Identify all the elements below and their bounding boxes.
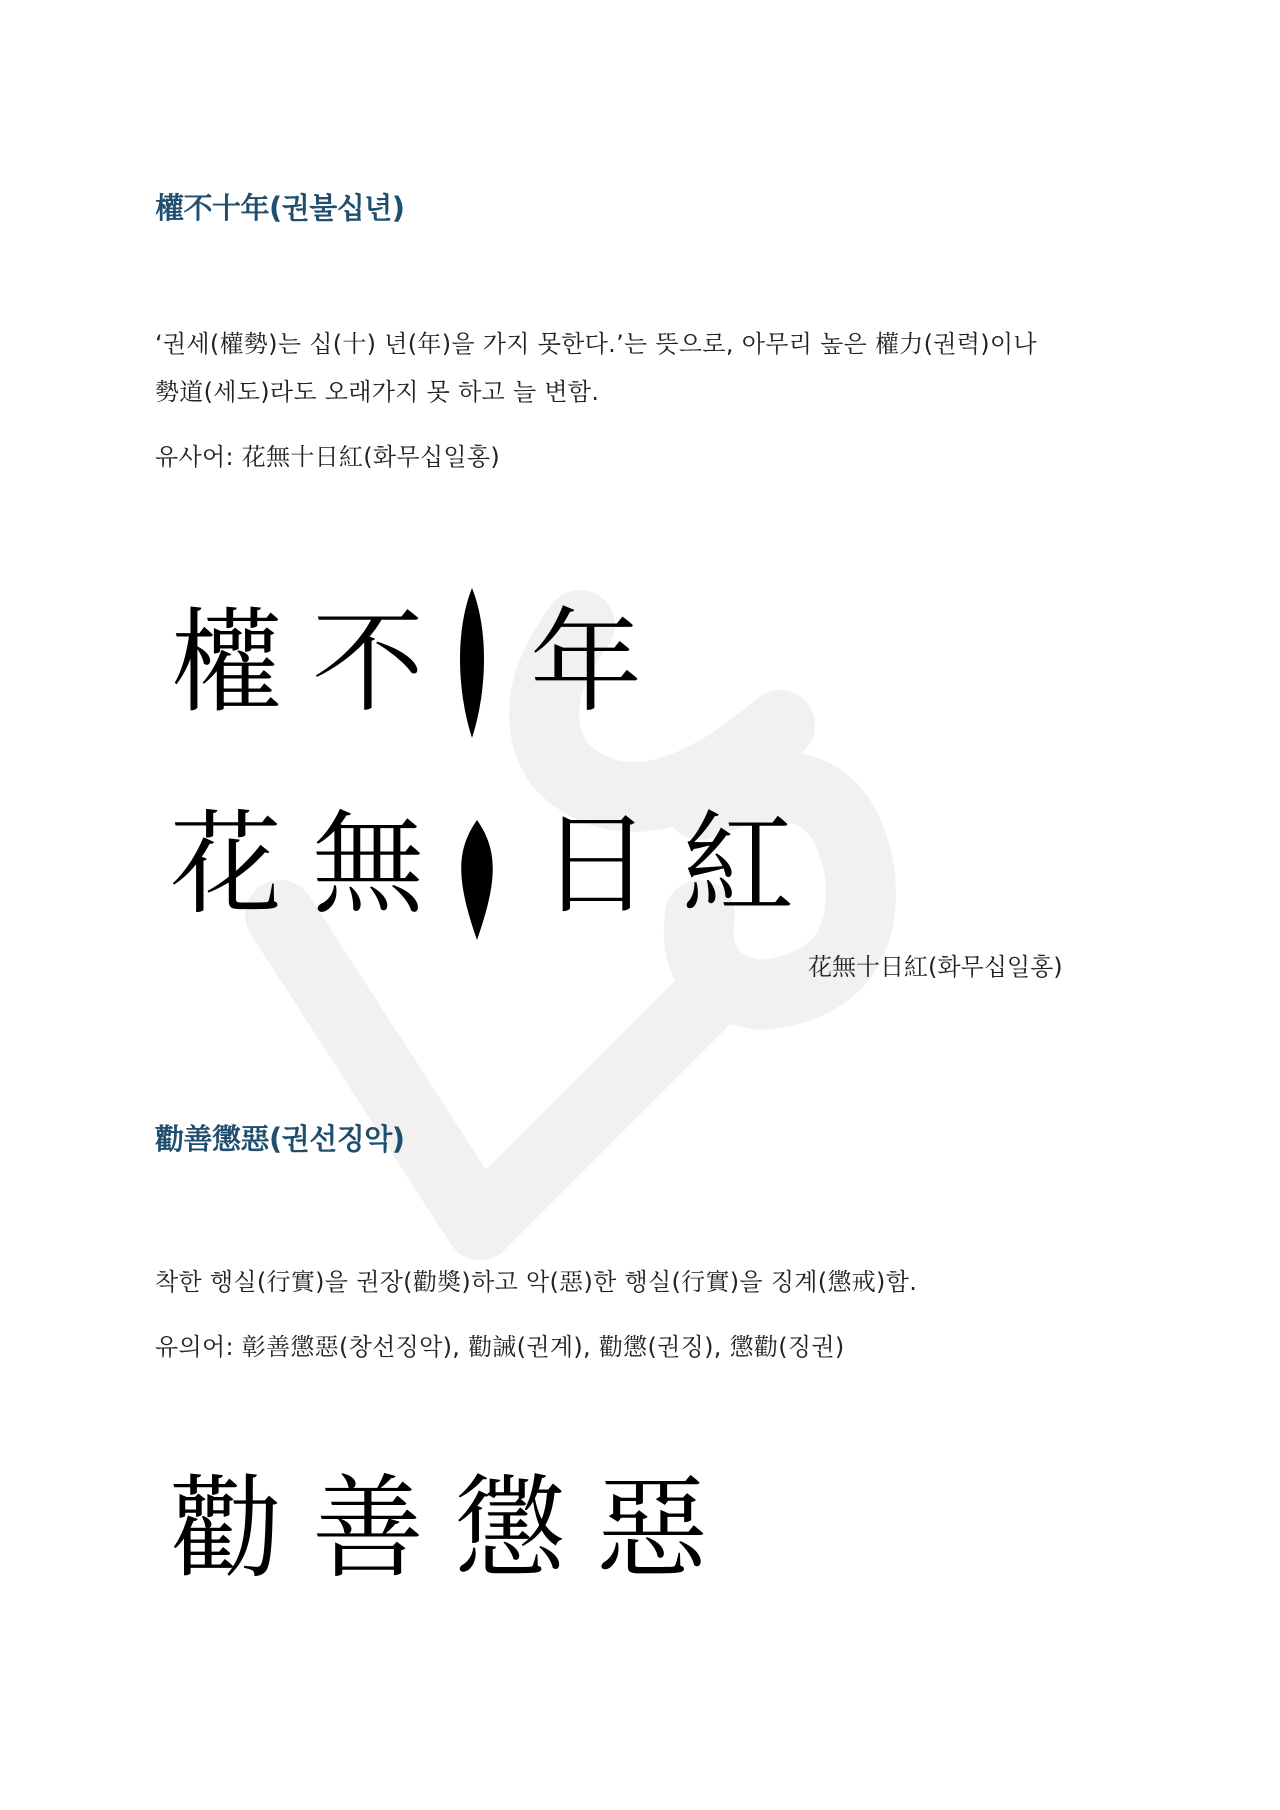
seal-character: 善 <box>312 1464 424 1594</box>
related-words: 유의어: 彰善懲惡(창선징악), 勸誡(권계), 勸懲(권징), 懲勸(징권) <box>155 1333 845 1361</box>
seal-character: 不 <box>312 598 424 728</box>
definition-line-1: ‘권세(權勢)는 십(十) 년(年)을 가지 못한다.’는 뜻으로, 아무리 높은 權力(권력)이나 <box>155 330 1037 358</box>
seal-character-ten <box>454 790 500 940</box>
seal-character: 惡 <box>596 1464 708 1594</box>
seal-character: 日 <box>540 800 652 930</box>
seal-character: 勸 <box>170 1464 282 1594</box>
seal-character: 花 <box>170 800 282 930</box>
image-caption: 花無十日紅(화무십일홍) <box>808 953 1063 981</box>
seal-character: 無 <box>312 800 424 930</box>
seal-character-ten <box>454 588 490 738</box>
definition-line-2: 勢道(세도)라도 오래가지 못 하고 늘 변함. <box>155 378 600 406</box>
seal-character: 懲 <box>454 1464 566 1594</box>
entry-title: 權不十年(권불십년) <box>155 191 405 225</box>
related-words: 유사어: 花無十日紅(화무십일홍) <box>155 443 501 471</box>
definition-line-1: 착한 행실(行實)을 권장(勸奬)하고 악(惡)한 행실(行實)을 징계(懲戒)함. <box>155 1268 918 1296</box>
seal-character: 紅 <box>682 800 794 930</box>
seal-script-image <box>170 790 824 940</box>
seal-script-image <box>170 1464 738 1594</box>
entry-title: 勸善懲惡(권선징악) <box>155 1122 405 1156</box>
seal-character: 年 <box>530 598 642 728</box>
seal-script-image <box>170 588 672 738</box>
seal-character: 權 <box>170 598 282 728</box>
